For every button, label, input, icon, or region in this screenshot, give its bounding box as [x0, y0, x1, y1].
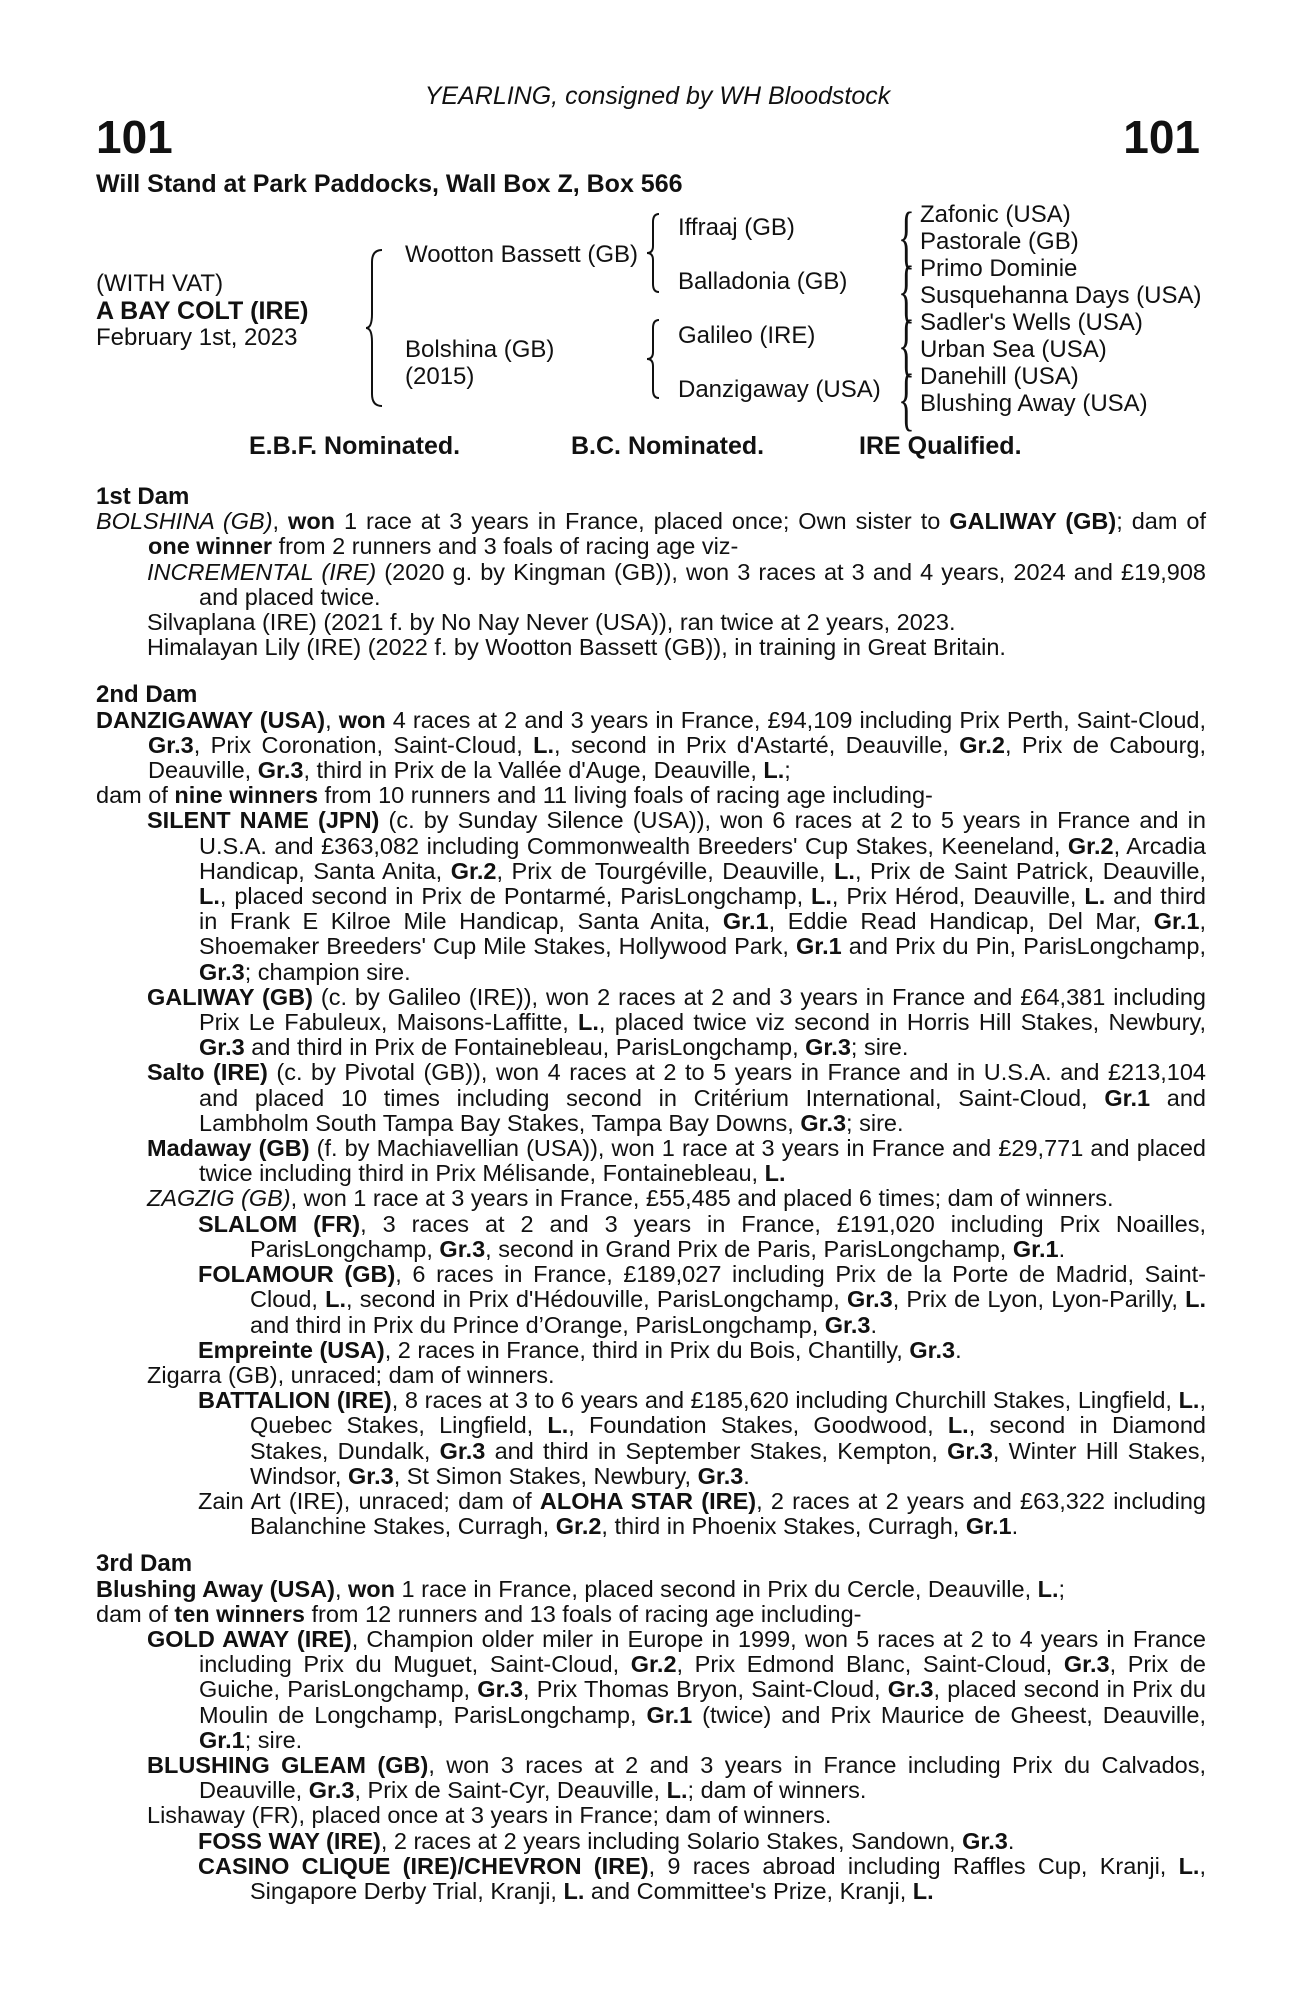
consignment-line: YEARLING, consigned by WH Bloodstock — [424, 82, 891, 110]
produce-madaway: Madaway (GB) (f. by Machiavellian (USA)), won 1 race at 3 years in France and £29,771 and placed twice including third in Prix Mélisande, Fontainebleau, L. — [147, 1135, 1206, 1187]
pedigree-ddd: Blushing Away (USA) — [920, 390, 1148, 417]
pedigree-brace-g3-2: { — [898, 253, 915, 330]
stand-location: Will Stand at Park Paddocks, Wall Box Z, Box 566 — [96, 170, 683, 198]
produce-silent-name: SILENT NAME (JPN) (c. by Sunday Silence (USA)), won 6 races at 2 to 5 years in France and in U.S.A. and £363,082 including Commonwealth Breeders' Cup Stakes, Keeneland, Gr.2, Arcadia Handicap, Santa Anita, Gr.2, Prix de Tourgéville, Deauville, L., Prix de Saint Patrick, Deauville, L., placed second in Prix de Pontarmé, ParisLongchamp, L., Prix Hérod, Deauville, L. and third in Frank E Kilroe Mile Handicap, Santa Anita, Gr.1, Eddie Read Handicap, Del Mar, Gr.1, Shoemaker Breeders' Cup Mile Stakes, Hollywood Park, Gr.1 and Prix du Pin, ParisLongchamp, Gr.3; champion sire. — [147, 807, 1207, 985]
third-dam-produce-summary: dam of ten winners from 12 runners and 13 foals of racing age including- — [96, 1600, 862, 1627]
pedigree-dam: Bolshina (GB) — [405, 336, 555, 363]
pedigree-sire: Wootton Bassett (GB) — [405, 241, 638, 268]
pedigree-brace-dam — [645, 318, 663, 405]
pedigree-brace-g3-4: { — [898, 361, 915, 438]
pedigree-dam-year: (2015) — [405, 363, 475, 390]
produce-folamour: FOLAMOUR (GB), 6 races in France, £189,027 including Prix de la Porte de Madrid, Saint-Cloud, L., second in Prix d'Hédouville, ParisLongchamp, Gr.3, Prix de Lyon, Lyon-Parilly, L. and third in Prix du Prince d’Orange, ParisLongchamp, Gr.3. — [198, 1261, 1207, 1338]
pedigree-dsd: Urban Sea (USA) — [920, 336, 1107, 363]
vat-note: (WITH VAT) — [96, 270, 224, 297]
pedigree-sdd: Susquehanna Days (USA) — [920, 282, 1202, 309]
pedigree-sss: Zafonic (USA) — [920, 201, 1071, 228]
pedigree-sire-sire: Iffraaj (GB) — [678, 214, 795, 241]
produce-battalion: BATTALION (IRE), 8 races at 3 to 6 years and £185,620 including Churchill Stakes, Lingfield, L., Quebec Stakes, Lingfield, L., Foundation Stakes, Goodwood, L., second in Diamond Stakes, Dundalk, Gr.3 and third in September Stakes, Kempton, Gr.3, Winter Hill Stakes, Windsor, Gr.3, St Simon Stakes, Newbury, Gr.3. — [198, 1387, 1206, 1489]
third-dam-heading: 3rd Dam — [96, 1550, 193, 1578]
lot-number-right: 101 — [1123, 111, 1200, 163]
second-dam-heading: 2nd Dam — [96, 681, 198, 709]
pedigree-dss: Sadler's Wells (USA) — [920, 309, 1143, 336]
produce-slalom: SLALOM (FR), 3 races at 2 and 3 years in France, £191,020 including Prix Noailles, ParisLongchamp, Gr.3, second in Grand Prix de Paris, ParisLongchamp, Gr.1. — [198, 1210, 1206, 1262]
pedigree-brace-g3-3: { — [898, 307, 915, 384]
produce-lishaway: Lishaway (FR), placed once at 3 years in France; dam of winners. — [147, 1802, 832, 1829]
produce-zain-art: Zain Art (IRE), unraced; dam of ALOHA STAR (IRE), 2 races at 2 years and £63,322 including Balanchine Stakes, Curragh, Gr.2, third in Phoenix Stakes, Curragh, Gr.1. — [198, 1487, 1206, 1540]
produce-empreinte: Empreinte (USA), 2 races in France, third in Prix du Bois, Chantilly, Gr.3. — [198, 1336, 962, 1363]
produce-zigarra: Zigarra (GB), unraced; dam of winners. — [147, 1361, 555, 1388]
first-dam-heading: 1st Dam — [96, 483, 190, 510]
pedigree-ssd: Pastorale (GB) — [920, 228, 1079, 255]
pedigree-sire-dam: Balladonia (GB) — [678, 268, 848, 295]
first-dam-entry: BOLSHINA (GB), won 1 race at 3 years in France, placed once; Own sister to GALIWAY (GB); dam of one winner from 2 runners and 3 foals of racing age viz- — [96, 508, 1207, 560]
horse-name: A BAY COLT (IRE) — [96, 297, 309, 325]
pedigree-brace-main — [364, 248, 386, 413]
produce-foss-way: FOSS WAY (IRE), 2 races at 2 years including Solario Stakes, Sandown, Gr.3. — [198, 1827, 1015, 1854]
bc-nomination: B.C. Nominated. — [571, 432, 765, 460]
pedigree-dam-dam: Danzigaway (USA) — [678, 376, 881, 403]
ire-qualified: IRE Qualified. — [859, 432, 1022, 460]
catalogue-body — [96, 484, 1206, 1904]
produce-blushing-gleam: BLUSHING GLEAM (GB), won 3 races at 2 and 3 years in France including Prix du Calvados, Deauville, Gr.3, Prix de Saint-Cyr, Deauville, L.; dam of winners. — [147, 1751, 1206, 1804]
first-dam-produce-3: Himalayan Lily (IRE) (2022 f. by Wootton Bassett (GB)), in training in Great Britain. — [147, 634, 1006, 661]
produce-casino-clique: CASINO CLIQUE (IRE)/CHEVRON (IRE), 9 races abroad including Raffles Cup, Kranji, L., Singapore Derby Trial, Kranji, L. and Committee's Prize, Kranji, L. — [198, 1852, 1206, 1904]
pedigree-dam-sire: Galileo (IRE) — [678, 322, 816, 349]
produce-zagzig: ZAGZIG (GB), won 1 race at 3 years in France, £55,485 and placed 6 times; dam of winners. — [147, 1185, 1114, 1212]
lot-number-left: 101 — [96, 111, 173, 163]
third-dam-entry: Blushing Away (USA), won 1 race in France, placed second in Prix du Cercle, Deauville, L.; — [96, 1575, 1066, 1602]
produce-gold-away: GOLD AWAY (IRE), Champion older miler in Europe in 1999, won 5 races at 2 to 4 years in France including Prix du Muguet, Saint-Cloud, Gr.2, Prix Edmond Blanc, Saint-Cloud, Gr.3, Prix de Guiche, ParisLongchamp, Gr.3, Prix Thomas Bryon, Saint-Cloud, Gr.3, placed second in Prix du Moulin de Longchamp, ParisLongchamp, Gr.1 (twice) and Prix Maurice de Gheest, Deauville, Gr.1; sire. — [147, 1625, 1207, 1753]
pedigree-sds: Primo Dominie — [920, 255, 1078, 282]
pedigree-brace-sire — [645, 212, 663, 299]
pedigree-dds: Danehill (USA) — [920, 363, 1079, 390]
second-dam-entry: DANZIGAWAY (USA), won 4 races at 2 and 3 years in France, £94,109 including Prix Perth, Saint-Cloud, Gr.3, Prix Coronation, Saint-Cloud, L., second in Prix d'Astarté, Deauville, Gr.2, Prix de Cabourg, Deauville, Gr.3, third in Prix de la Vallée d'Auge, Deauville, L.; — [96, 706, 1206, 784]
produce-galiway: GALIWAY (GB) (c. by Galileo (IRE)), won 2 races at 2 and 3 years in France and £64,381 including Prix Le Fabuleux, Maisons-Laffitte, L., placed twice viz second in Horris Hill Stakes, Newbury, Gr.3 and third in Prix de Fontainebleau, ParisLongchamp, Gr.3; sire. — [147, 983, 1206, 1061]
second-dam-produce-summary: dam of nine winners from 10 runners and 11 living foals of racing age including- — [96, 782, 933, 809]
first-dam-produce-1: INCREMENTAL (IRE) (2020 g. by Kingman (GB)), won 3 races at 3 and 4 years, 2024 and £19,908 and placed twice. — [147, 558, 1207, 610]
ebf-nomination: E.B.F. Nominated. — [249, 432, 461, 460]
first-dam-produce-2: Silvaplana (IRE) (2021 f. by No Nay Never (USA)), ran twice at 2 years, 2023. — [147, 609, 956, 636]
produce-salto: Salto (IRE) (c. by Pivotal (GB)), won 4 races at 2 to 5 years in France and in U.S.A. and £213,104 and placed 10 times including second in Critérium International, Saint-Cloud, Gr.1 and Lambholm South Tampa Bay Stakes, Tampa Bay Downs, Gr.3; sire. — [147, 1059, 1206, 1136]
pedigree-brace-g3-1: { — [898, 199, 915, 276]
foaling-date: February 1st, 2023 — [96, 324, 298, 351]
